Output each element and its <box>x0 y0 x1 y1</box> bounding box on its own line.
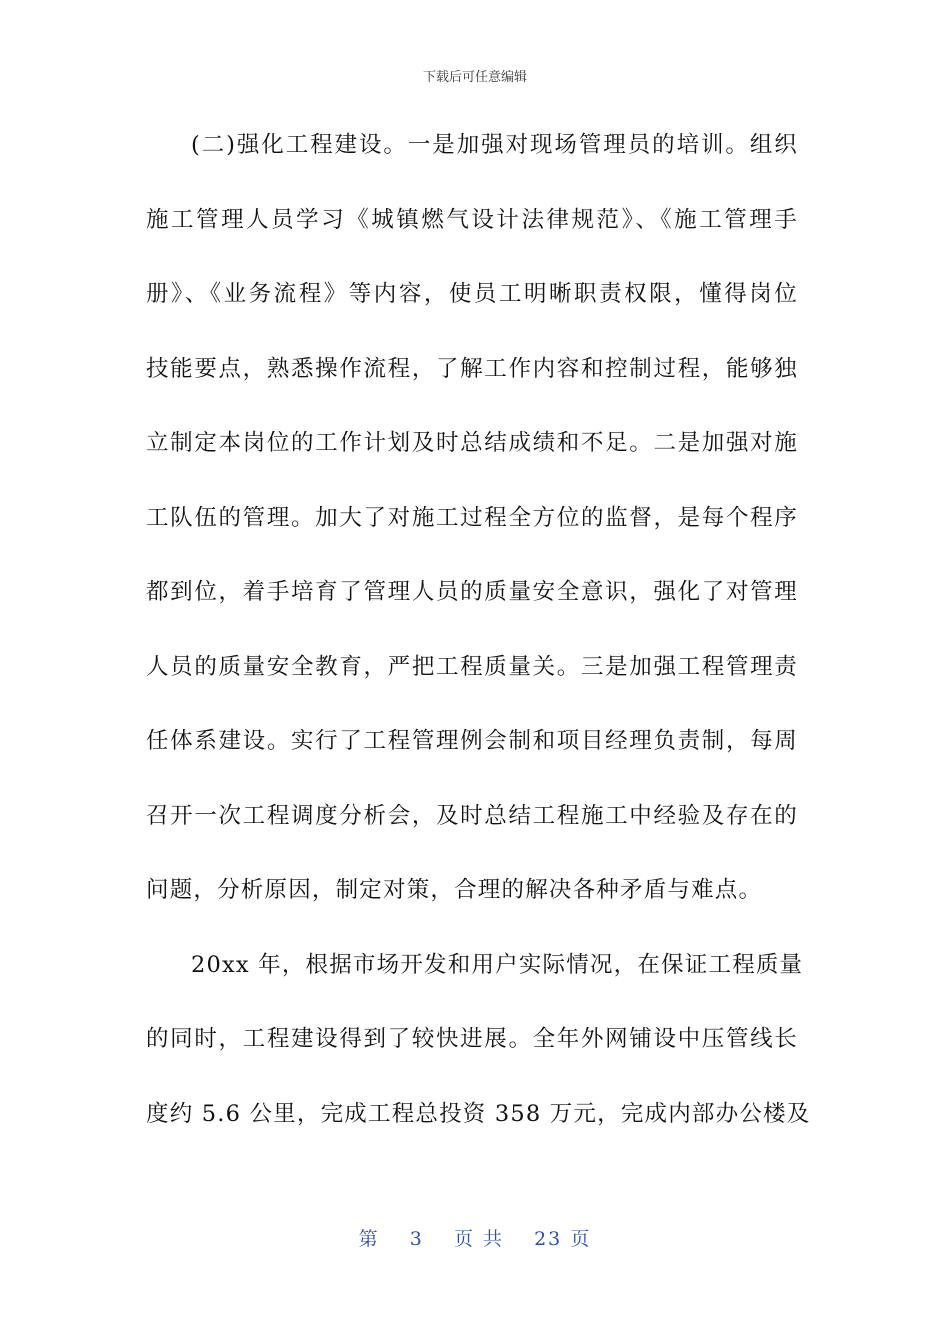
paragraph-1-line-2: 施工管理人员学习《城镇燃气设计法律规范》、《施工管理手 <box>146 206 798 233</box>
paragraph-1-line-9: 任体系建设。实行了工程管理例会制和项目经理负责制，每周 <box>146 728 798 754</box>
paragraph-1-line-7: 都到位，着手培育了管理人员的质量安全意识，强化了对管理 <box>146 579 798 605</box>
page-number-footer <box>0 1224 950 1251</box>
page-number-total: 23 <box>534 1228 563 1250</box>
paragraph-1-line-3: 册》、《业务流程》等内容，使员工明晰职责权限，懂得岗位 <box>146 281 798 307</box>
document-body <box>146 125 811 1168</box>
paragraph-1-line-5: 立制定本岗位的工作计划及时总结成绩和不足。二是加强对施 <box>146 430 798 456</box>
page-header-note: 下载后可任意编辑 <box>422 70 527 85</box>
paragraph-2-line-1: 20xx 年，根据市场开发和用户实际情况，在保证工程质量 <box>191 951 804 978</box>
paragraph-1-line-11: 问题，分析原因，制定对策，合理的解决各种矛盾与难点。 <box>146 877 763 903</box>
paragraph-1-line-6: 工队伍的管理。加大了对施工过程全方位的监督，是每个程序 <box>146 504 798 531</box>
paragraph-1-line-4: 技能要点，熟悉操作流程，了解工作内容和控制过程，能够独 <box>146 355 798 382</box>
page-number-middle: 页 共 <box>453 1228 504 1250</box>
paragraph-1-line-8: 人员的质量安全教育，严把工程质量关。三是加强工程管理责 <box>146 653 798 680</box>
page-number-current: 3 <box>409 1228 424 1250</box>
page-number-suffix: 页 <box>570 1228 592 1250</box>
paragraph-1-line-10: 召开一次工程调度分析会，及时总结工程施工中经验及存在的 <box>146 802 798 829</box>
page-number-prefix: 第 <box>358 1228 380 1250</box>
paragraph-2-line-3: 度约 5.6 公里，完成工程总投资 358 万元，完成内部办公楼及 <box>146 1100 811 1127</box>
paragraph-2-line-2: 的同时，工程建设得到了较快进展。全年外网铺设中压管线长 <box>146 1026 798 1052</box>
paragraph-1-line-1: (二)强化工程建设。一是加强对现场管理员的培训。组织 <box>191 132 798 158</box>
